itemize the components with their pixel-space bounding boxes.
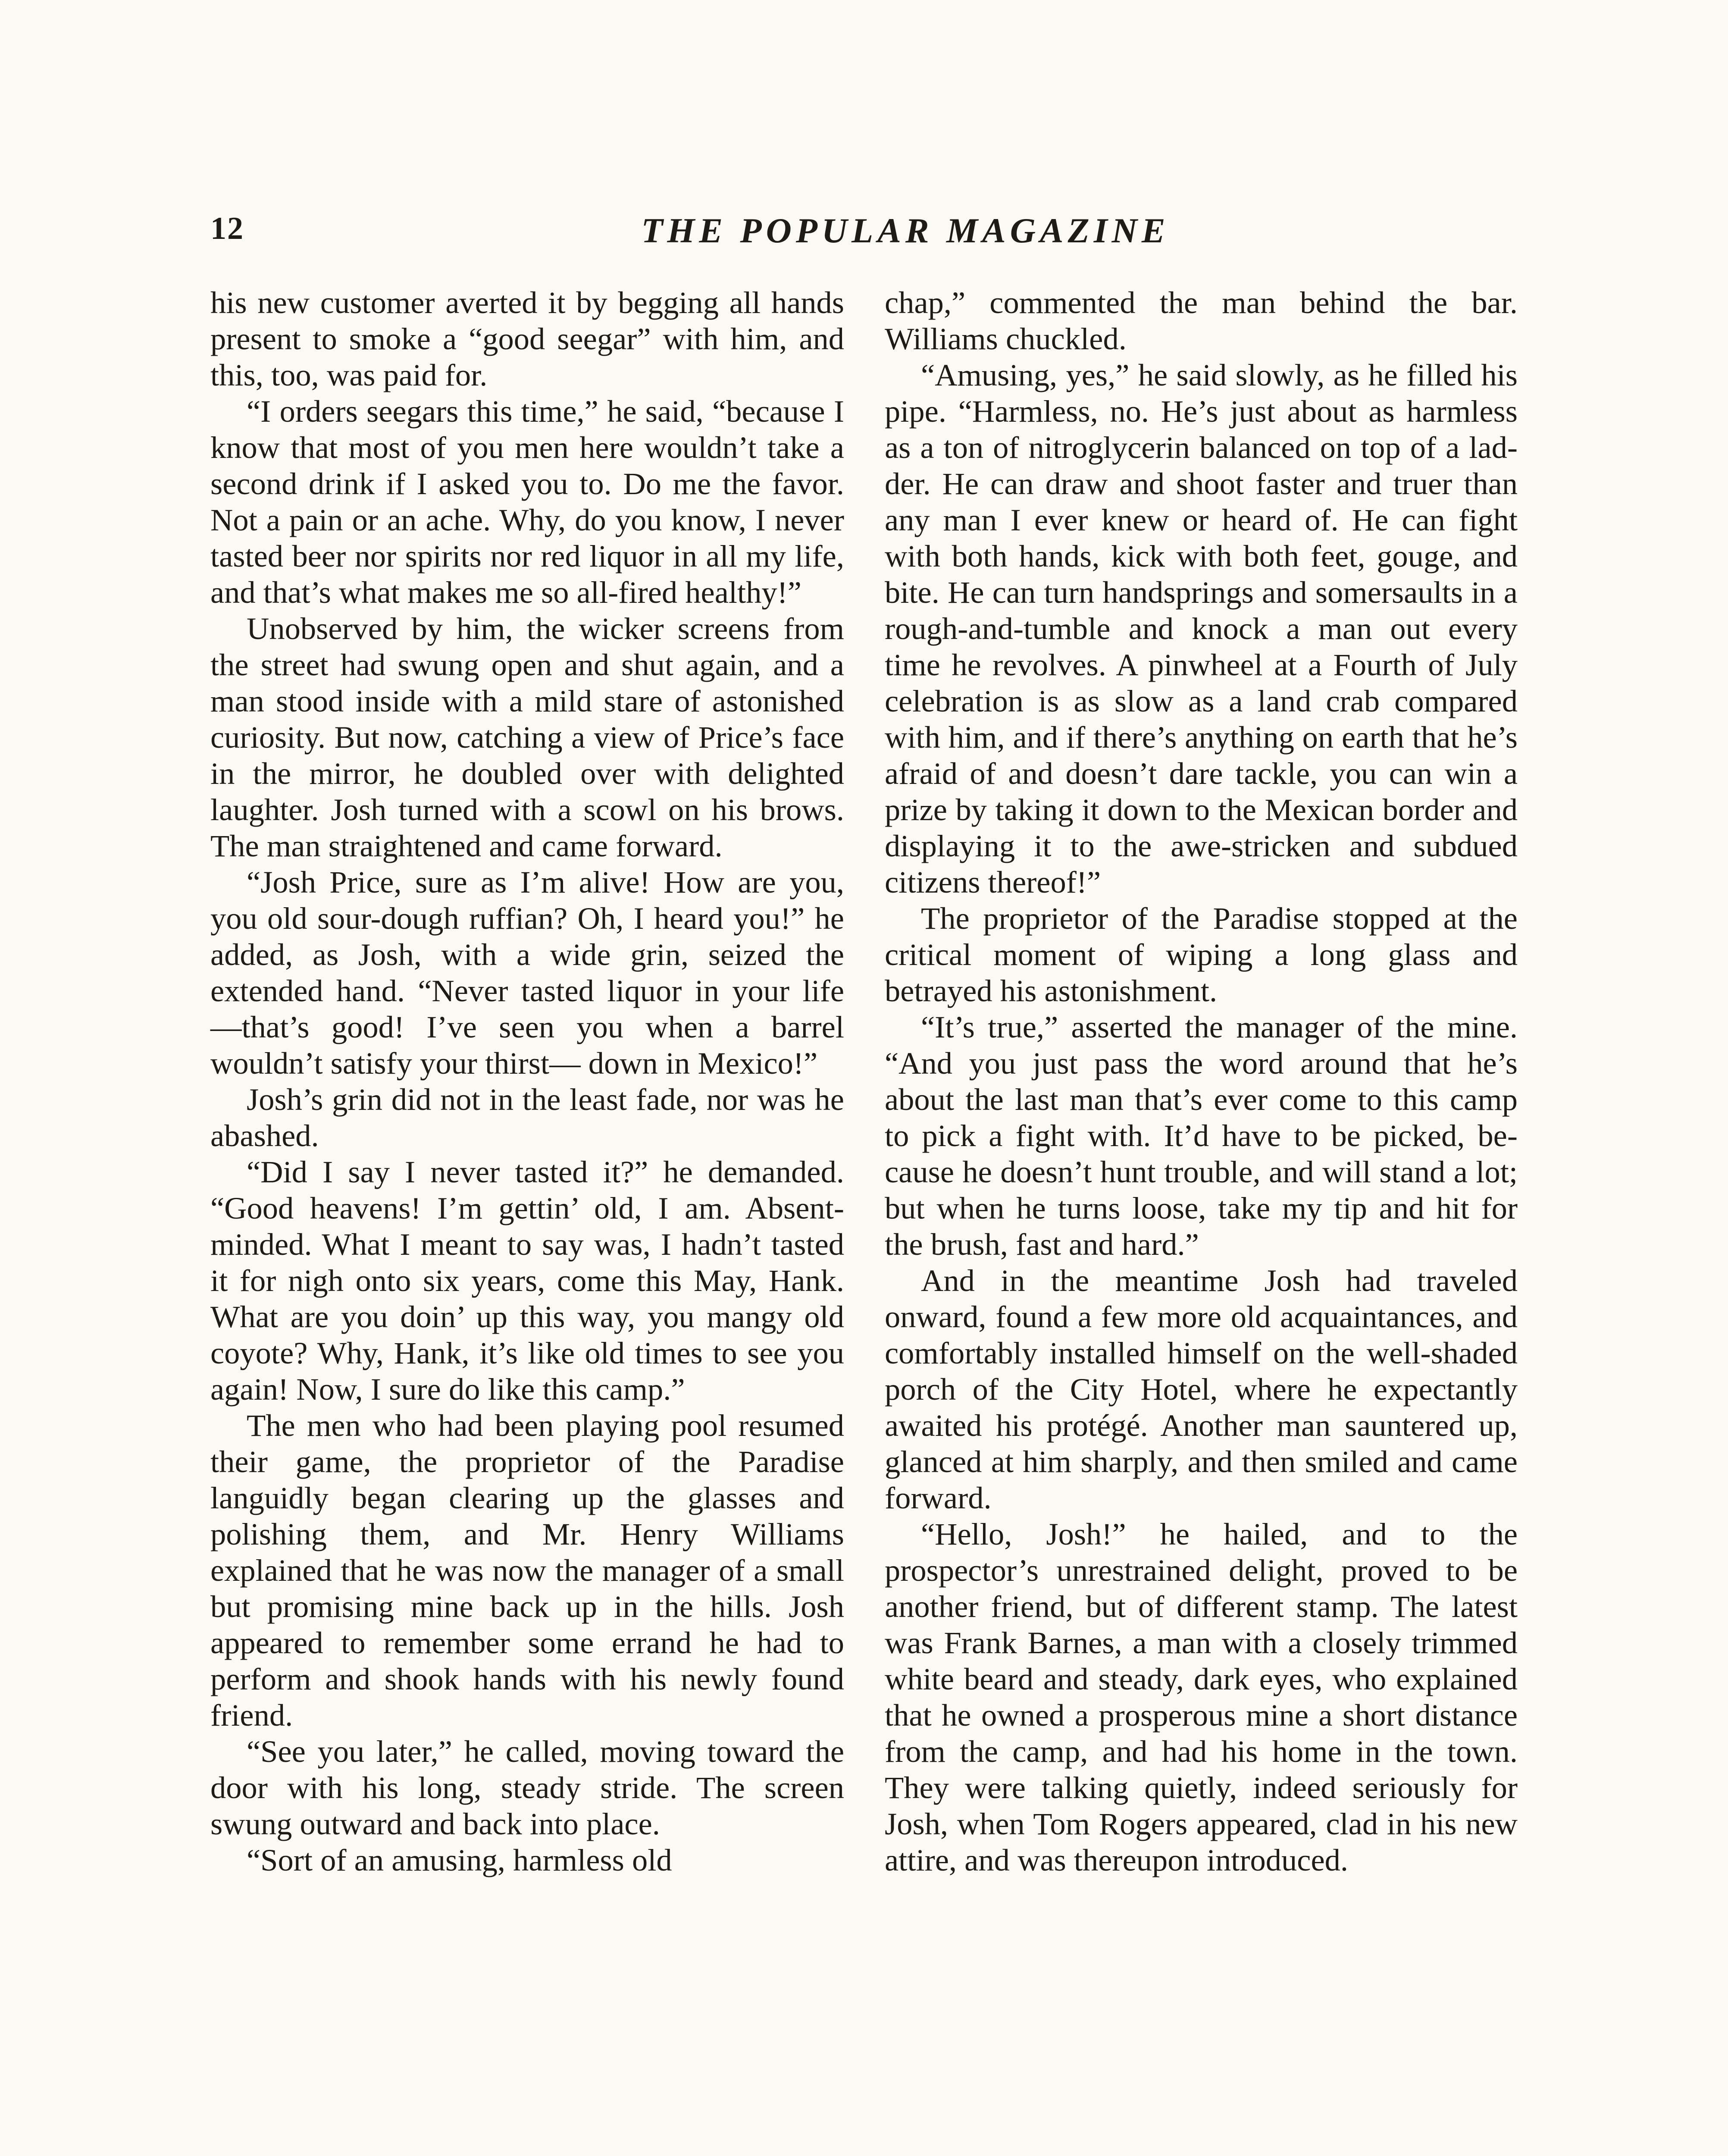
paragraph: his new customer averted it by begging all hands present to smoke a “good seegar” with him, and this, too, was paid for. — [210, 285, 844, 392]
paragraph: “Amusing, yes,” he said slowly, as he filled his pipe. “Harmless, no. He’s just about as harmless as a ton of nitroglycerin balanced on top of a ladder. He can draw and shoot faster and truer than any man I ever knew or heard of. He can fight with both hands, kick with both feet, gouge, and bite. He can turn handsprings and somersaults in a rough-and-tumble and knock a man out every time he revolves. A pinwheel at a Fourth of July celebration is as slow as a land crab compared with him, and if there’s anything on earth that he’s afraid of and doesn’t dare tackle, you can win a prize by taking it down to the Mexican border and displaying it to the awe-stricken and subdued citizens thereof!” — [885, 357, 1518, 899]
running-title: THE POPULAR MAGAZINE — [641, 211, 1170, 250]
paragraph: The proprietor of the Paradise stopped at the critical moment of wiping a long glass and betrayed his astonishment. — [885, 901, 1518, 1008]
paragraph: “See you later,” he called, moving toward the door with his long, steady stride. The screen swung outward and back into place. — [210, 1734, 844, 1841]
paragraph: “Josh Price, sure as I’m alive! How are you, you old sour-dough ruffian? Oh, I heard you!” he added, as Josh, with a wide grin, seized the extended hand. “Never tasted liquor in your life —that’s good! I’ve seen you when a barrel wouldn’t satisfy your thirst— down in Mexico!” — [210, 865, 844, 1081]
paragraph: And in the meantime Josh had traveled onward, found a few more old acquaintances, and comfortably installed himself on the well-shaded porch of the City Hotel, where he expectantly awaited his protégé. Another man sauntered up, glanced at him sharply, and then smiled and came forward. — [885, 1263, 1518, 1515]
paragraph: “Hello, Josh!” he hailed, and to the prospector’s unrestrained delight, proved to be another friend, but of different stamp. The latest was Frank Barnes, a man with a closely trimmed white beard and steady, dark eyes, who explained that he owned a prosperous mine a short distance from the camp, and had his home in the town. They were talking quietly, indeed seriously for Josh, when Tom Rogers appeared, clad in his new attire, and was thereupon introduced. — [885, 1517, 1518, 1877]
paragraph: chap,” commented the man behind the bar. Williams chuckled. — [885, 285, 1518, 356]
paragraph: “Did I say I never tasted it?” he demanded. “Good heavens! I’m gettin’ old, I am. Absent-minded. What I meant to say was, I hadn’t tasted it for nigh onto six years, come this May, Hank. What are you doin’ up this way, you mangy old coyote? Why, Hank, it’s like old times to see you again! Now, I sure do like this camp.” — [210, 1154, 844, 1407]
paragraph: “Sort of an amusing, harmless old — [247, 1843, 672, 1877]
left-column — [210, 285, 844, 1878]
paragraph: Unobserved by him, the wicker screens from the street had swung open and shut again, and a man stood inside with a mild stare of astonished curiosity. But now, catching a view of Price’s face in the mirror, he doubled over with delighted laughter. Josh turned with a scowl on his brows. The man straightened and came forward. — [210, 611, 844, 863]
right-column — [885, 285, 1518, 1878]
page-number: 12 — [210, 211, 244, 246]
paragraph: “It’s true,” asserted the manager of the mine. “And you just pass the word around that he’s about the last man that’s ever come to this camp to pick a fight with. It’d have to be picked, because he doesn’t hunt trouble, and will stand a lot; but when he turns loose, take my tip and hit for the brush, fast and hard.” — [885, 1009, 1518, 1262]
paragraph: Josh’s grin did not in the least fade, nor was he abashed. — [210, 1082, 844, 1153]
paragraph: “I orders seegars this time,” he said, “because I know that most of you men here wouldn’t take a second drink if I asked you to. Do me the favor. Not a pain or an ache. Why, do you know, I never tasted beer nor spirits nor red liquor in all my life, and that’s what makes me so all-fired healthy!” — [210, 394, 844, 610]
paragraph: The men who had been playing pool resumed their game, the proprietor of the Paradise languidly began clearing up the glasses and polishing them, and Mr. Henry Williams explained that he was now the manager of a small but promising mine back up in the hills. Josh appeared to remember some errand he had to perform and shook hands with his newly found friend. — [210, 1408, 844, 1733]
